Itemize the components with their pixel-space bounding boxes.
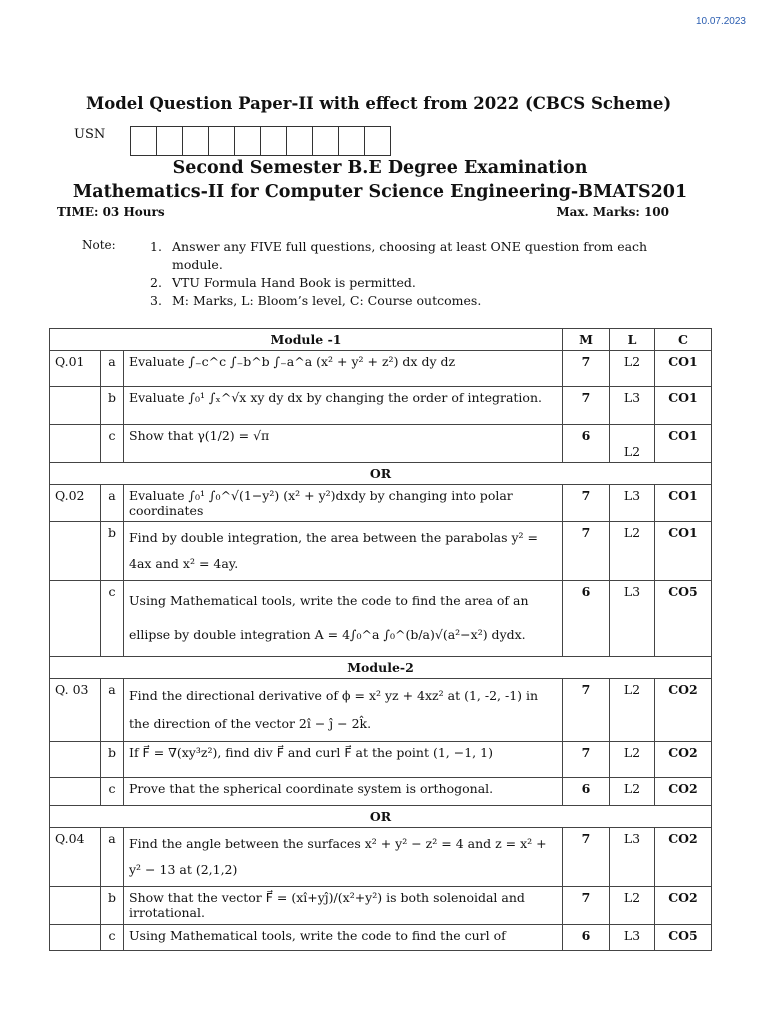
marks-value: 7 — [563, 485, 610, 522]
question-number: Q.04 — [50, 828, 101, 887]
question-number — [50, 925, 101, 951]
sub-label: a — [101, 485, 124, 522]
outcome-value: CO2 — [655, 742, 712, 778]
marks-value: 7 — [563, 351, 610, 387]
question-number: Q.02 — [50, 485, 101, 522]
question-table — [49, 328, 712, 951]
question-row — [50, 351, 712, 387]
level-value: L3 — [610, 828, 655, 887]
question-text: Find the directional derivative of ϕ = x² yz + 4xz² at (1, -2, -1) in the direction of the vector 2î − ĵ − 2k̂. — [124, 679, 563, 742]
question-text: Find the angle between the surfaces x² + y² − z² = 4 and z = x² + y² − 13 at (2,1,2) — [124, 828, 563, 887]
exam-time: TIME: 03 Hours — [57, 205, 165, 219]
marks-value: 7 — [563, 742, 610, 778]
level-value: L2 — [610, 778, 655, 806]
or-text: OR — [50, 463, 712, 485]
module-header-row — [50, 657, 712, 679]
question-number — [50, 742, 101, 778]
question-text: Find by double integration, the area between the parabolas y² = 4ax and x² = 4ay. — [124, 522, 563, 581]
question-text: Evaluate ∫₀¹ ∫₀^√(1−y²) (x² + y²)dxdy by changing into polar coordinates — [124, 485, 563, 522]
outcome-value: CO2 — [655, 887, 712, 925]
module-header-row — [50, 329, 712, 351]
level-value: L3 — [610, 925, 655, 951]
or-text: OR — [50, 806, 712, 828]
question-number — [50, 778, 101, 806]
sub-label: b — [101, 887, 124, 925]
marks-value: 7 — [563, 887, 610, 925]
level-value: L2 — [610, 742, 655, 778]
level-value: L2 — [610, 679, 655, 742]
usn-box[interactable] — [235, 127, 261, 155]
question-text: If F⃗ = ∇(xy³z²), find div F⃗ and curl F⃗ at the point (1, −1, 1) — [124, 742, 563, 778]
sub-label: a — [101, 351, 124, 387]
outcome-value: CO1 — [655, 351, 712, 387]
question-text: Using Mathematical tools, write the code to find the area of an ellipse by double integration A = 4∫₀^a ∫₀^(b/a)√(a²−x²) dydx. — [124, 581, 563, 657]
sub-label: b — [101, 742, 124, 778]
level-value: L2 — [610, 887, 655, 925]
marks-col-header: M — [563, 329, 610, 351]
question-row — [50, 887, 712, 925]
marks-value: 7 — [563, 387, 610, 425]
outcome-value: CO1 — [655, 522, 712, 581]
module-heading: Module-2 — [50, 657, 712, 679]
outcome-value: CO2 — [655, 828, 712, 887]
question-number — [50, 425, 101, 463]
question-number — [50, 581, 101, 657]
usn-box[interactable] — [183, 127, 209, 155]
or-separator — [50, 806, 712, 828]
marks-value: 6 — [563, 425, 610, 463]
level-value: L3 — [610, 581, 655, 657]
level-value: L2 — [610, 522, 655, 581]
outcome-value: CO1 — [655, 485, 712, 522]
usn-box[interactable] — [157, 127, 183, 155]
question-row — [50, 742, 712, 778]
question-row — [50, 778, 712, 806]
question-row — [50, 522, 712, 581]
usn-box[interactable] — [365, 127, 391, 155]
marks-value: 7 — [563, 828, 610, 887]
module-heading: Module -1 — [50, 329, 563, 351]
question-text: Evaluate ∫₋c^c ∫₋b^b ∫₋a^a (x² + y² + z²) dx dy dz — [124, 351, 563, 387]
marks-value: 6 — [563, 778, 610, 806]
question-text: Show that γ(1/2) = √π — [124, 425, 563, 463]
or-separator — [50, 463, 712, 485]
sub-label: b — [101, 387, 124, 425]
question-number — [50, 387, 101, 425]
usn-label: USN — [74, 127, 106, 142]
marks-value: 7 — [563, 522, 610, 581]
usn-box[interactable] — [287, 127, 313, 155]
question-row — [50, 387, 712, 425]
sub-label: c — [101, 425, 124, 463]
sub-label: c — [101, 778, 124, 806]
question-text: Prove that the spherical coordinate system is orthogonal. — [124, 778, 563, 806]
usn-box[interactable] — [209, 127, 235, 155]
question-row — [50, 485, 712, 522]
outcome-value: CO5 — [655, 925, 712, 951]
sub-label: c — [101, 925, 124, 951]
question-number: Q. 03 — [50, 679, 101, 742]
question-number — [50, 522, 101, 581]
subject-title: Mathematics-II for Computer Science Engineering-BMATS201 — [72, 182, 688, 202]
level-value: L3 — [610, 387, 655, 425]
marks-value: 6 — [563, 925, 610, 951]
sub-label: b — [101, 522, 124, 581]
outcome-value: CO5 — [655, 581, 712, 657]
marks-value: 6 — [563, 581, 610, 657]
sub-label: a — [101, 679, 124, 742]
question-row — [50, 828, 712, 887]
level-col-header: L — [610, 329, 655, 351]
sub-label: c — [101, 581, 124, 657]
outcome-col-header: C — [655, 329, 712, 351]
note-item: 3. M: Marks, L: Bloom’s level, C: Course outcomes. — [150, 293, 482, 308]
question-text: Using Mathematical tools, write the code to find the curl of — [124, 925, 563, 951]
question-row — [50, 679, 712, 742]
marks-value: 7 — [563, 679, 610, 742]
question-number: Q.01 — [50, 351, 101, 387]
sub-label: a — [101, 828, 124, 887]
level-value: L3 — [610, 485, 655, 522]
question-row — [50, 581, 712, 657]
note-item: 2. VTU Formula Hand Book is permitted. — [150, 275, 416, 290]
note-label: Note: — [82, 238, 116, 252]
usn-box[interactable] — [261, 127, 287, 155]
level-value: L2 — [610, 351, 655, 387]
outcome-value: CO1 — [655, 425, 712, 463]
max-marks: Max. Marks: 100 — [556, 205, 669, 219]
usn-box[interactable] — [131, 127, 157, 155]
note-list — [150, 238, 670, 310]
question-row — [50, 925, 712, 951]
question-row — [50, 425, 712, 463]
paper-title: Model Question Paper-II with effect from 2022 (CBCS Scheme) — [86, 94, 672, 113]
question-number — [50, 887, 101, 925]
note-item: 1. Answer any FIVE full questions, choosing at least ONE question from each module. — [150, 239, 648, 272]
usn-box[interactable] — [339, 127, 365, 155]
question-text: Evaluate ∫₀¹ ∫ₓ^√x xy dy dx by changing the order of integration. — [124, 387, 563, 425]
outcome-value: CO1 — [655, 387, 712, 425]
usn-box[interactable] — [313, 127, 339, 155]
level-value: L2 — [610, 425, 655, 463]
usn-input-boxes[interactable] — [130, 126, 391, 156]
question-text: Show that the vector F⃗ = (xî+yĵ)/(x²+y²) is both solenoidal and irrotational. — [124, 887, 563, 925]
exam-title: Second Semester B.E Degree Examination — [172, 158, 588, 178]
outcome-value: CO2 — [655, 778, 712, 806]
document-date: 10.07.2023 — [695, 16, 746, 27]
outcome-value: CO2 — [655, 679, 712, 742]
